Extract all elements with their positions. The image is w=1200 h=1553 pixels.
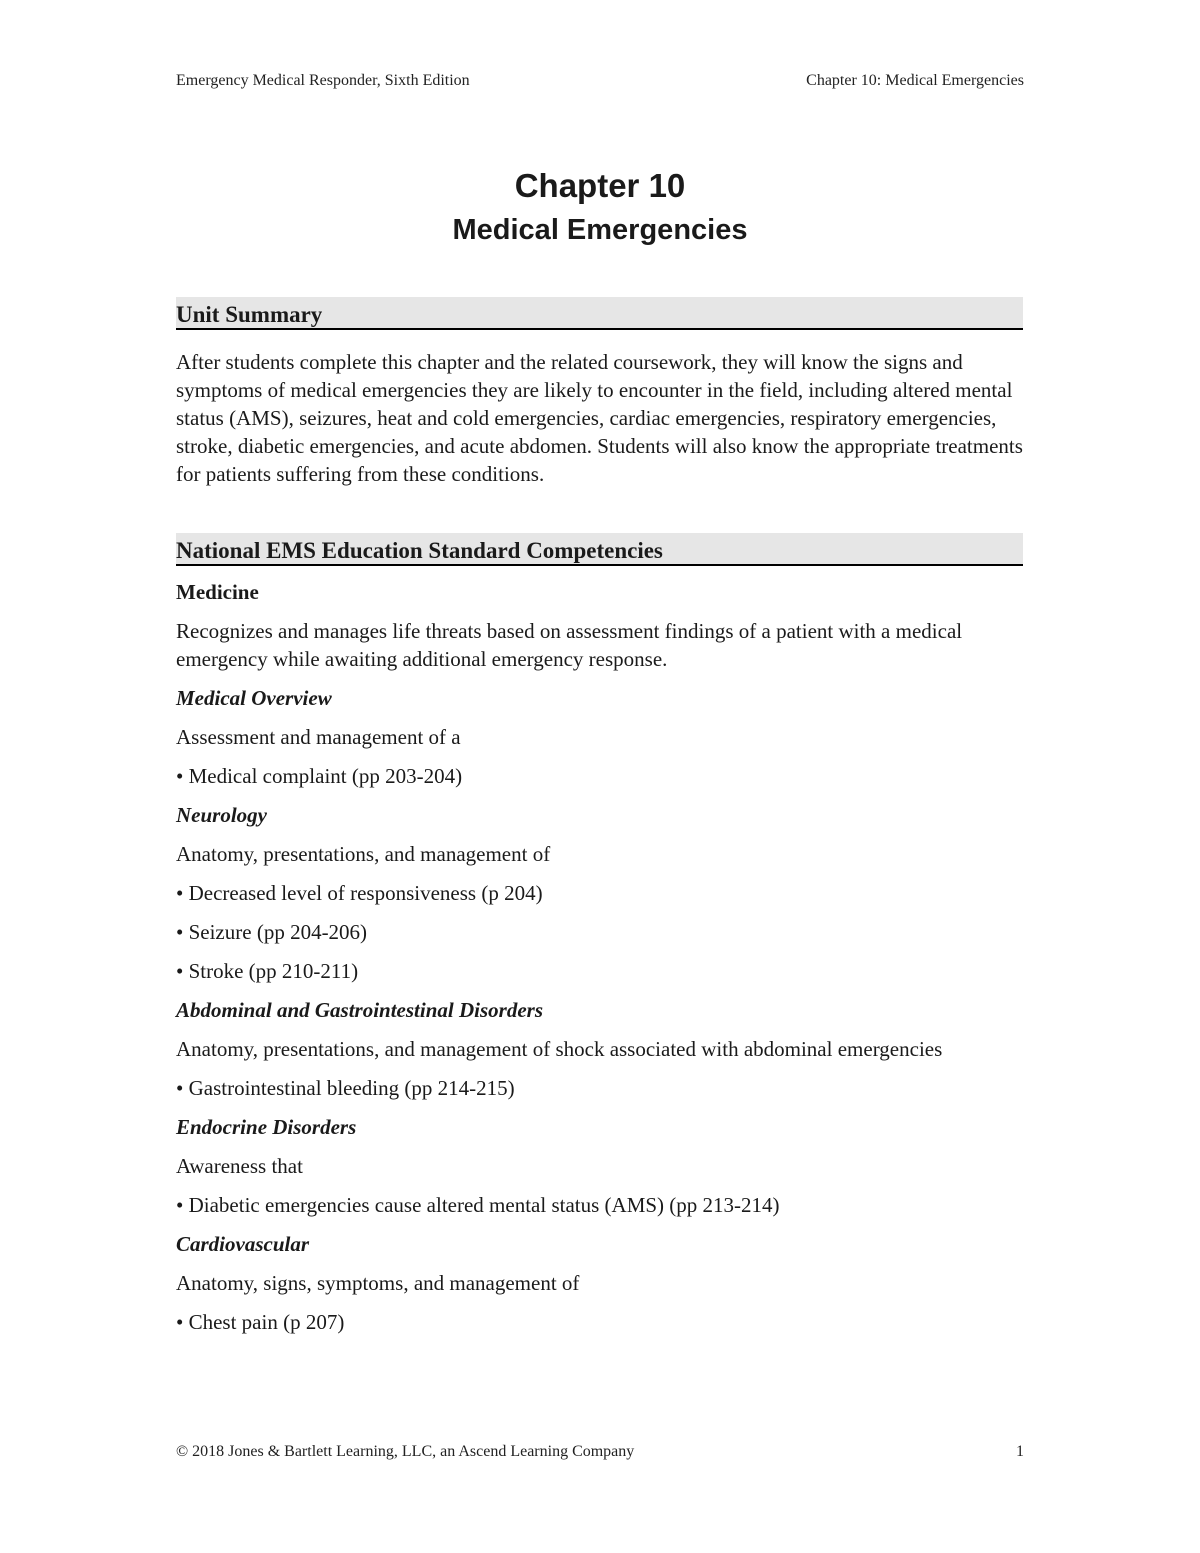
medical-overview-intro: Assessment and management of a — [176, 725, 461, 749]
abdominal-heading: Abdominal and Gastrointestinal Disorders — [176, 998, 543, 1022]
list-item: • Decreased level of responsiveness (p 204) — [176, 881, 543, 905]
medical-overview-heading: Medical Overview — [176, 686, 332, 710]
endocrine-heading: Endocrine Disorders — [176, 1115, 357, 1139]
neurology-heading: Neurology — [176, 803, 267, 827]
list-item: • Gastrointestinal bleeding (pp 214-215) — [176, 1076, 515, 1100]
unit-summary-heading-text: Unit Summary — [176, 302, 323, 327]
competencies-content — [176, 578, 1036, 1347]
unit-summary-heading — [176, 297, 1023, 330]
header-book-title: Emergency Medical Responder, Sixth Edition — [176, 72, 470, 89]
neurology-intro: Anatomy, presentations, and management of — [176, 842, 551, 866]
header-chapter-title: Chapter 10: Medical Emergencies — [806, 72, 1024, 89]
medicine-heading: Medicine — [176, 580, 259, 604]
list-item: • Diabetic emergencies cause altered mental status (AMS) (pp 213-214) — [176, 1193, 780, 1217]
list-item: • Seizure (pp 204-206) — [176, 920, 368, 944]
cardiovascular-heading: Cardiovascular — [176, 1232, 310, 1256]
unit-summary-paragraph: After students complete this chapter and the related coursework, they will know the signs and symptoms of medical emergencies they are likely to encounter in the field, including altered mental status (AMS), seizures, heat and cold emergencies, cardiac emergencies, respiratory emergencies, stroke, diabetic emergencies, and acute abdomen. Students will also know the appropriate treatments for patients suffering from these conditions. — [176, 350, 1023, 486]
list-item: • Chest pain (p 207) — [176, 1310, 345, 1334]
list-item: • Stroke (pp 210-211) — [176, 959, 359, 983]
abdominal-intro: Anatomy, presentations, and management of shock associated with abdominal emergencies — [176, 1037, 943, 1061]
cardiovascular-intro: Anatomy, signs, symptoms, and management of — [176, 1271, 580, 1295]
running-header — [176, 71, 1024, 91]
competencies-heading — [176, 533, 1023, 566]
competencies-heading-text: National EMS Education Standard Competencies — [176, 538, 663, 563]
chapter-number: Chapter 10 — [514, 167, 686, 204]
endocrine-intro: Awareness that — [176, 1154, 303, 1178]
chapter-title-block — [176, 164, 1024, 250]
footer-copyright: © 2018 Jones & Bartlett Learning, LLC, an Ascend Learning Company — [176, 1443, 635, 1460]
page-number: 1 — [1016, 1443, 1024, 1460]
medicine-paragraph: Recognizes and manages life threats based on assessment findings of a patient with a medical emergency while awaiting additional emergency response. — [176, 619, 963, 671]
list-item: • Medical complaint (pp 203-204) — [176, 764, 463, 788]
unit-summary-body — [176, 348, 1036, 488]
chapter-title: Medical Emergencies — [452, 214, 748, 246]
page-footer — [176, 1442, 1024, 1462]
